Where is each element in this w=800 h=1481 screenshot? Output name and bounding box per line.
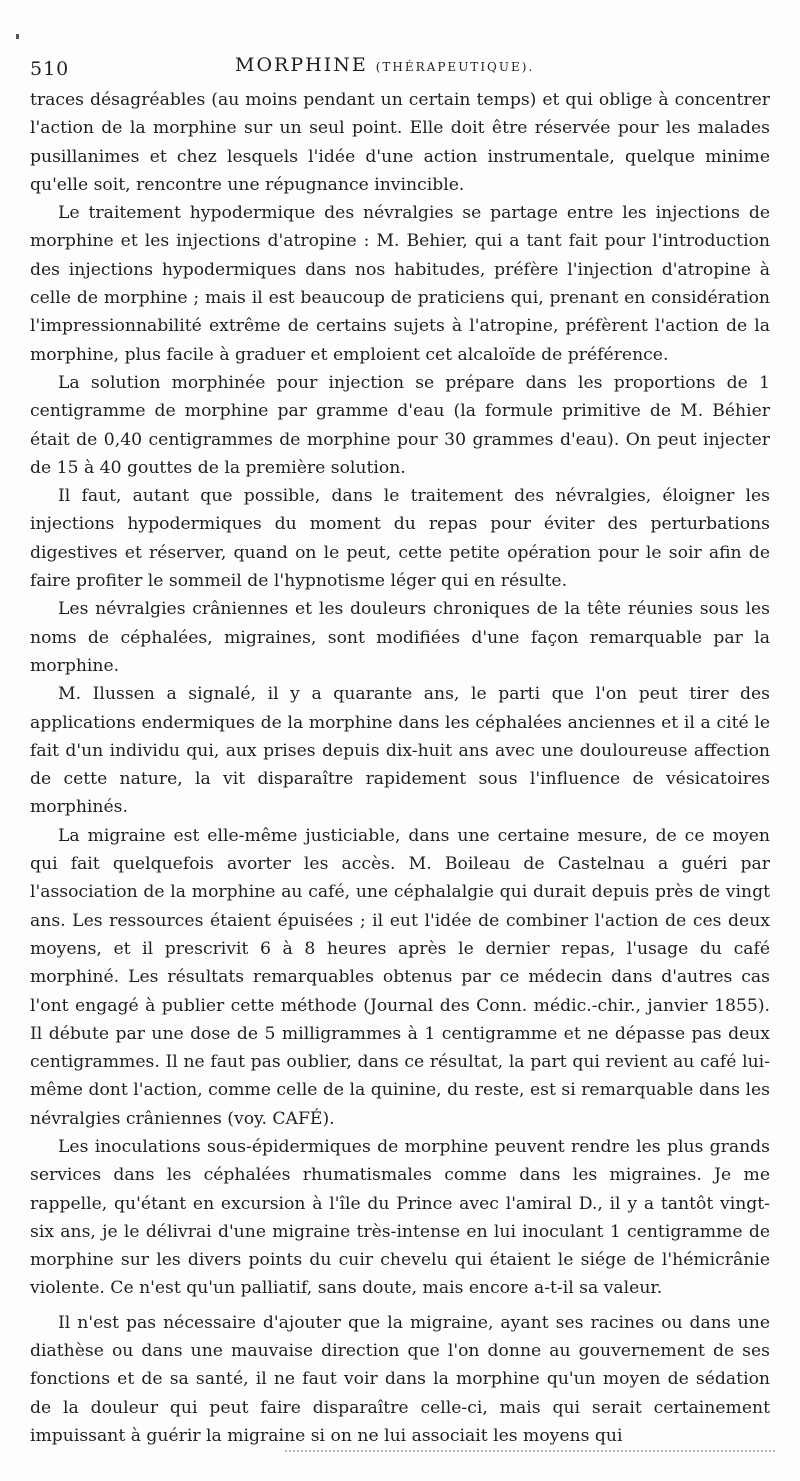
footer-smudge bbox=[285, 1450, 775, 1452]
paragraph-2: Le traitement hypodermique des névralgies se partage entre les injections de morphine et les injections d'atropine : M. Behier, qui a tant fait pour l'introduction des injections hypodermiques dans nos habitudes, préfère l'injection d'atropine à celle de morphine ; mais il est beaucoup de praticiens qui, prenant en considération l'impressionnabilité extrême de certains sujets à l'atropine, préfèrent l'action de la morphine, plus facile à graduer et emploient cet alcaloïde de préférence. bbox=[30, 203, 770, 365]
running-title-subtitle: (THÉRAPEUTIQUE). bbox=[375, 60, 535, 74]
paragraph-9: Il n'est pas nécessaire d'ajouter que la migraine, ayant ses racines ou dans une diathèse ou dans une mauvaise direction que l'on donne au gouvernement de ses fonctions et de sa santé, il ne faut voir dans la morphine qu'un moyen de sédation de la douleur qui peut faire disparaître celle-ci, mais qui serait certainement impuissant à guérir la migraine si on ne lui associait les moyens qui bbox=[30, 1312, 770, 1446]
running-title-main: MORPHINE bbox=[235, 54, 368, 76]
paragraph-8: Les inoculations sous-épidermiques de morphine peuvent rendre les plus grands services dans les céphalées rhumatismales comme dans les migraines. Je me rappelle, qu'étant en excursion à l'île du Prince avec l'amiral D., il y a tantôt vingt-six ans, je le délivrai d'une migraine très-intense en lui inoculant 1 centigramme de morphine sur les divers points du cuir chevelu qui étaient le siége de l'hémicrânie violente. Ce n'est qu'un palliatif, sans doute, mais encore a-t-il sa valeur. bbox=[30, 1136, 770, 1299]
running-title bbox=[235, 54, 534, 76]
document-page bbox=[30, 40, 770, 1450]
page-header bbox=[30, 40, 770, 86]
paragraph-5: Les névralgies crâniennes et les douleurs chroniques de la tête réunies sous les noms de céphalées, migraines, sont modifiées d'une façon remarquable par la morphine. bbox=[30, 599, 770, 676]
paragraph-4: Il faut, autant que possible, dans le traitement des névralgies, éloigner les injections hypodermiques du moment du repas pour éviter des perturbations digestives et réserver, quand on le peut, cette petite opération pour le soir afin de faire profiter le sommeil de l'hypnotisme léger qui en résulte. bbox=[30, 486, 770, 592]
scan-mark bbox=[16, 34, 19, 39]
page-number: 510 bbox=[30, 58, 70, 80]
paragraph-1: traces désagréables (au moins pendant un certain temps) et qui oblige à concentrer l'action de la morphine sur un seul point. Elle doit être réservée pour les malades pusillanimes et chez lesquels l'idée d'une action instrumentale, quelque minime qu'elle soit, rencontre une répugnance invincible. bbox=[30, 90, 770, 195]
paragraph-7: La migraine est elle-même justiciable, dans une certaine mesure, de ce moyen qui fait quelquefois avorter les accès. M. Boileau de Castelnau a guéri par l'association de la morphine au café, une céphalalgie qui durait depuis près de vingt ans. Les ressources étaient épuisées ; il eut l'idée de combiner l'action de ces deux moyens, et il prescrivit 6 à 8 heures après le dernier repas, l'usage du café morphiné. Les résultats remarquables obtenus par ce médecin dans d'autres cas l'ont engagé à publier cette méthode (Journal des Conn. médic.-chir., janvier 1855). Il débute par une dose de 5 milligrammes à 1 centigramme et ne dépasse pas deux centigrammes. Il ne faut pas oublier, dans ce résultat, la part qui revient au café lui-même dont l'action, comme celle de la quinine, du reste, est si remarquable dans les névralgies crâniennes (voy. CAFÉ). bbox=[30, 825, 770, 1129]
body-text bbox=[30, 86, 770, 1450]
paragraph-3: La solution morphinée pour injection se prépare dans les proportions de 1 centigramme de morphine par gramme d'eau (la formule primitive de M. Béhier était de 0,40 centigrammes de morphine pour 30 grammes d'eau). On peut injecter de 15 à 40 gouttes de la première solution. bbox=[30, 372, 770, 478]
paragraph-6: M. Ilussen a signalé, il y a quarante ans, le parti que l'on peut tirer des applications endermiques de la morphine dans les céphalées anciennes et il a cité le fait d'un individu qui, aux prises depuis dix-huit ans avec une douloureuse affection de cette nature, la vit disparaître rapidement sous l'influence de vésicatoires morphinés. bbox=[30, 684, 770, 818]
